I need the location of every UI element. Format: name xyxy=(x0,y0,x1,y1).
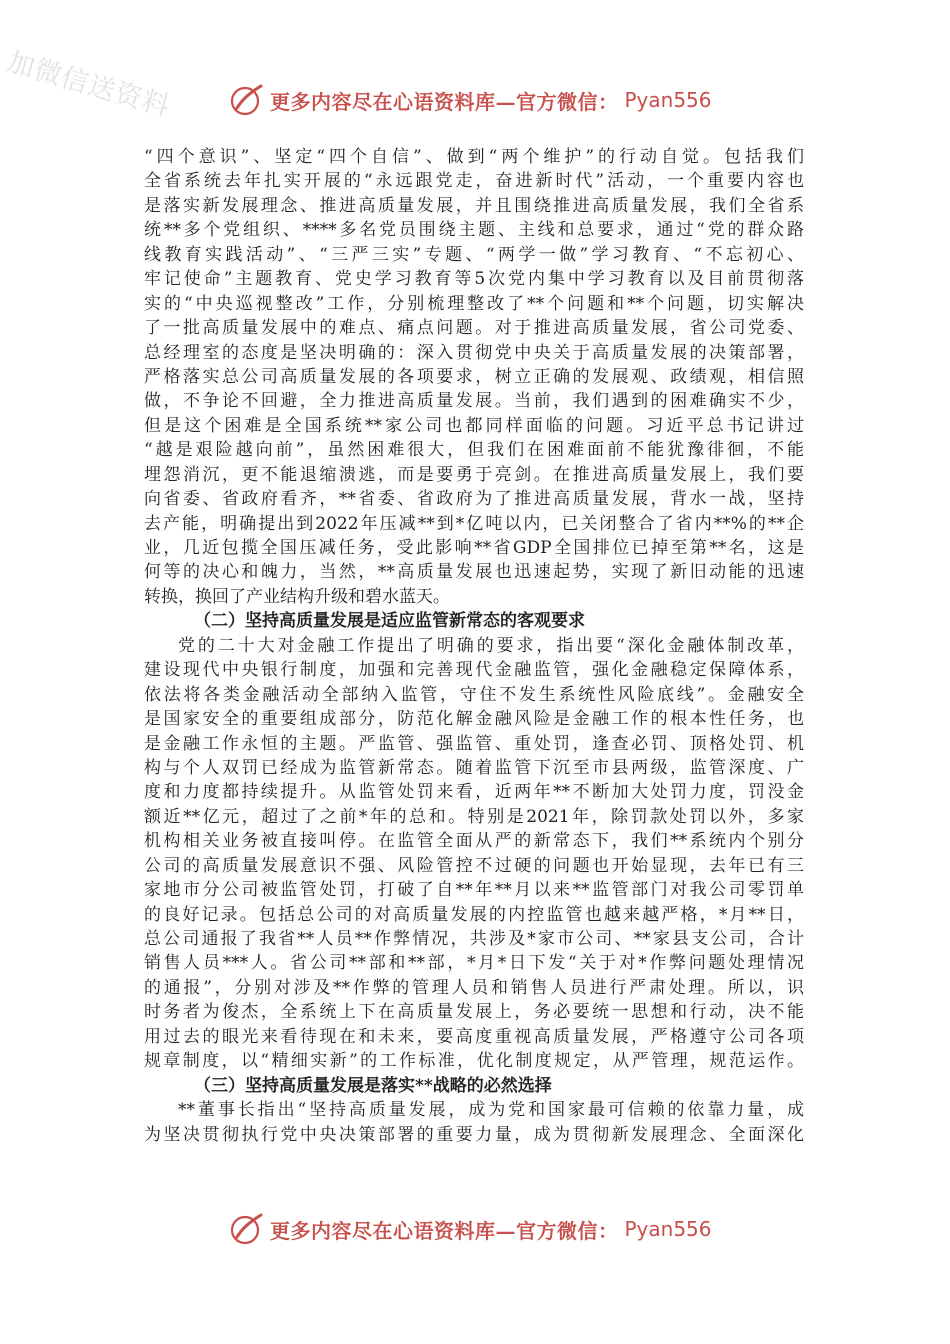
text-line: 转换，换回了产业结构升级和碧水蓝天。 xyxy=(144,586,450,607)
text-line: 为坚决贯彻执行党中央决策部署的重要力量，成为贯彻新发展理念、全面深化 xyxy=(144,1124,804,1145)
text-line: 但是这个困难是全国系统**家公司也都同样面临的问题。习近平总书记讲过 xyxy=(144,415,804,436)
text-line: 了一批高质量发展中的难点、痛点问题。对于推进高质量发展，省公司党委、 xyxy=(144,318,804,339)
text-line: 总公司通报了我省**人员**作弊情况，共涉及*家市公司、**家县支公司，合计 xyxy=(144,929,804,949)
text-line: 是金融工作永恒的主题。严监管、强监管、重处罚，逢查必罚、顶格处罚、机 xyxy=(144,733,804,754)
text-line: 统**多个党组织、****多名党员围绕主题、主线和总要求，通过“党的群众路 xyxy=(144,220,804,241)
banner-text: 更多内容尽在心语资料库—官方微信： xyxy=(270,89,619,114)
text-line: 党的二十大对金融工作提出了明确的要求，指出要“深化金融体制改革， xyxy=(178,635,804,656)
banner-wechat-id: Pyan556 xyxy=(624,88,712,112)
text-line: 实的“中央巡视整改”工作，分别梳理整改了**个问题和**个问题，切实解决 xyxy=(144,293,804,314)
text-line: 埋怨消沉，更不能退缩溃逃，而是要勇于亮剑。在推进高质量发展上，我们要 xyxy=(144,464,804,485)
document-body xyxy=(144,145,804,1147)
section-heading: （二）坚持高质量发展是适应监管新常态的客观要求 xyxy=(194,611,585,632)
text-line: 总经理室的态度是坚决明确的：深入贯彻党中央关于高质量发展的决策部署， xyxy=(144,342,804,363)
text-line: 线教育实践活动”、“三严三实”专题、“两学一做”学习教育、“不忘初心、 xyxy=(144,244,804,265)
text-line: 依法将各类金融活动全部纳入监管，守住不发生系统性风险底线”。金融安全 xyxy=(144,684,804,705)
text-line: 规章制度，以“精细实新”的工作标准，优化制度规定，从严管理，规范运作。 xyxy=(144,1051,804,1072)
text-line: 向省委、省政府看齐，**省委、省政府为了推进高质量发展，背水一战，坚持 xyxy=(144,489,804,510)
section-heading: （三）坚持高质量发展是落实**战略的必然选择 xyxy=(194,1075,552,1096)
text-line: 是国家安全的重要组成部分，防范化解金融风险是金融工作的根本性任务，也 xyxy=(144,709,804,730)
header-banner xyxy=(228,82,748,118)
text-line: 额近**亿元，超过了之前*年的总和。特别是2021年，除罚款处罚以外，多家 xyxy=(144,806,804,827)
brush-logo-icon xyxy=(228,82,266,118)
text-line: 公司的高质量发展意识不强、风险管控不过硬的问题也开始显现，去年已有三 xyxy=(144,855,804,876)
text-line: 的良好记录。包括总公司的对高质量发展的内控监管也越来越严格，*月**日， xyxy=(144,904,804,925)
text-line: 去产能，明确提出到2022年压减**到*亿吨以内，已关闭整合了省内**%的**企 xyxy=(144,513,804,534)
banner-text: 更多内容尽在心语资料库—官方微信： xyxy=(270,1218,619,1243)
text-line: 是落实新发展理念、推进高质量发展，并且围绕推进高质量发展，我们全省系 xyxy=(144,195,804,216)
text-line: 用过去的眼光来看待现在和未来，要高度重视高质量发展，严格遵守公司各项 xyxy=(144,1026,804,1047)
brush-logo-icon xyxy=(228,1211,266,1247)
text-line: 时务者为俊杰，全系统上下在高质量发展上，务必要统一思想和行动，决不能 xyxy=(144,1002,804,1023)
text-line: 的通报”，分别对涉及**作弊的管理人员和销售人员进行严肃处理。所以，识 xyxy=(144,977,804,998)
text-line: 何等的决心和魄力，当然，**高质量发展也迅速起势，实现了新旧动能的迅速 xyxy=(144,562,804,583)
text-line: “越是艰险越向前”，虽然困难很大，但我们在困难面前不能犹豫徘徊，不能 xyxy=(144,440,804,461)
text-line: 构与个人双罚已经成为监管新常态。随着监管下沉至市县两级，监管深度、广 xyxy=(144,757,804,778)
text-line: 度和力度都持续提升。从监管处罚来看，近两年**不断加大处罚力度，罚没金 xyxy=(144,782,804,803)
text-line: 家地市分公司被监管处罚，打破了自**年**月以来**监管部门对我公司零罚单 xyxy=(144,880,804,901)
text-line: 业，几近包揽全国压减任务，受此影响**省GDP全国排位已掉至第**名，这是 xyxy=(144,538,804,558)
text-line: 牢记使命”主题教育、党史学习教育等5次党内集中学习教育以及目前贯彻落 xyxy=(144,269,804,290)
text-line: 销售人员***人。省公司**部和**部，*月*日下发“关于对*作弊问题处理情况 xyxy=(144,953,804,974)
text-line: 严格落实总公司高质量发展的各项要求，树立正确的发展观、政绩观，相信照 xyxy=(144,366,804,387)
watermark-text: 加微信送资料 xyxy=(3,46,174,123)
footer-banner xyxy=(228,1211,748,1247)
text-line: 建设现代中央银行制度，加强和完善现代金融监管，强化金融稳定保障体系， xyxy=(144,660,804,681)
text-line: 全省系统去年扎实开展的“永远跟党走，奋进新时代”活动，一个重要内容也 xyxy=(144,171,804,192)
text-line: 做，不争论不回避，全力推进高质量发展。当前，我们遇到的困难确实不少， xyxy=(144,391,804,412)
text-line: 机构相关业务被直接叫停。在监管全面从严的新常态下，我们**系统内个别分 xyxy=(144,831,804,852)
text-line: “四个意识”、坚定“四个自信”、做到“两个维护”的行动自觉。包括我们 xyxy=(144,147,804,167)
banner-wechat-id: Pyan556 xyxy=(624,1217,712,1241)
text-line: **董事长指出“坚持高质量发展，成为党和国家最可信赖的依靠力量，成 xyxy=(178,1100,804,1121)
